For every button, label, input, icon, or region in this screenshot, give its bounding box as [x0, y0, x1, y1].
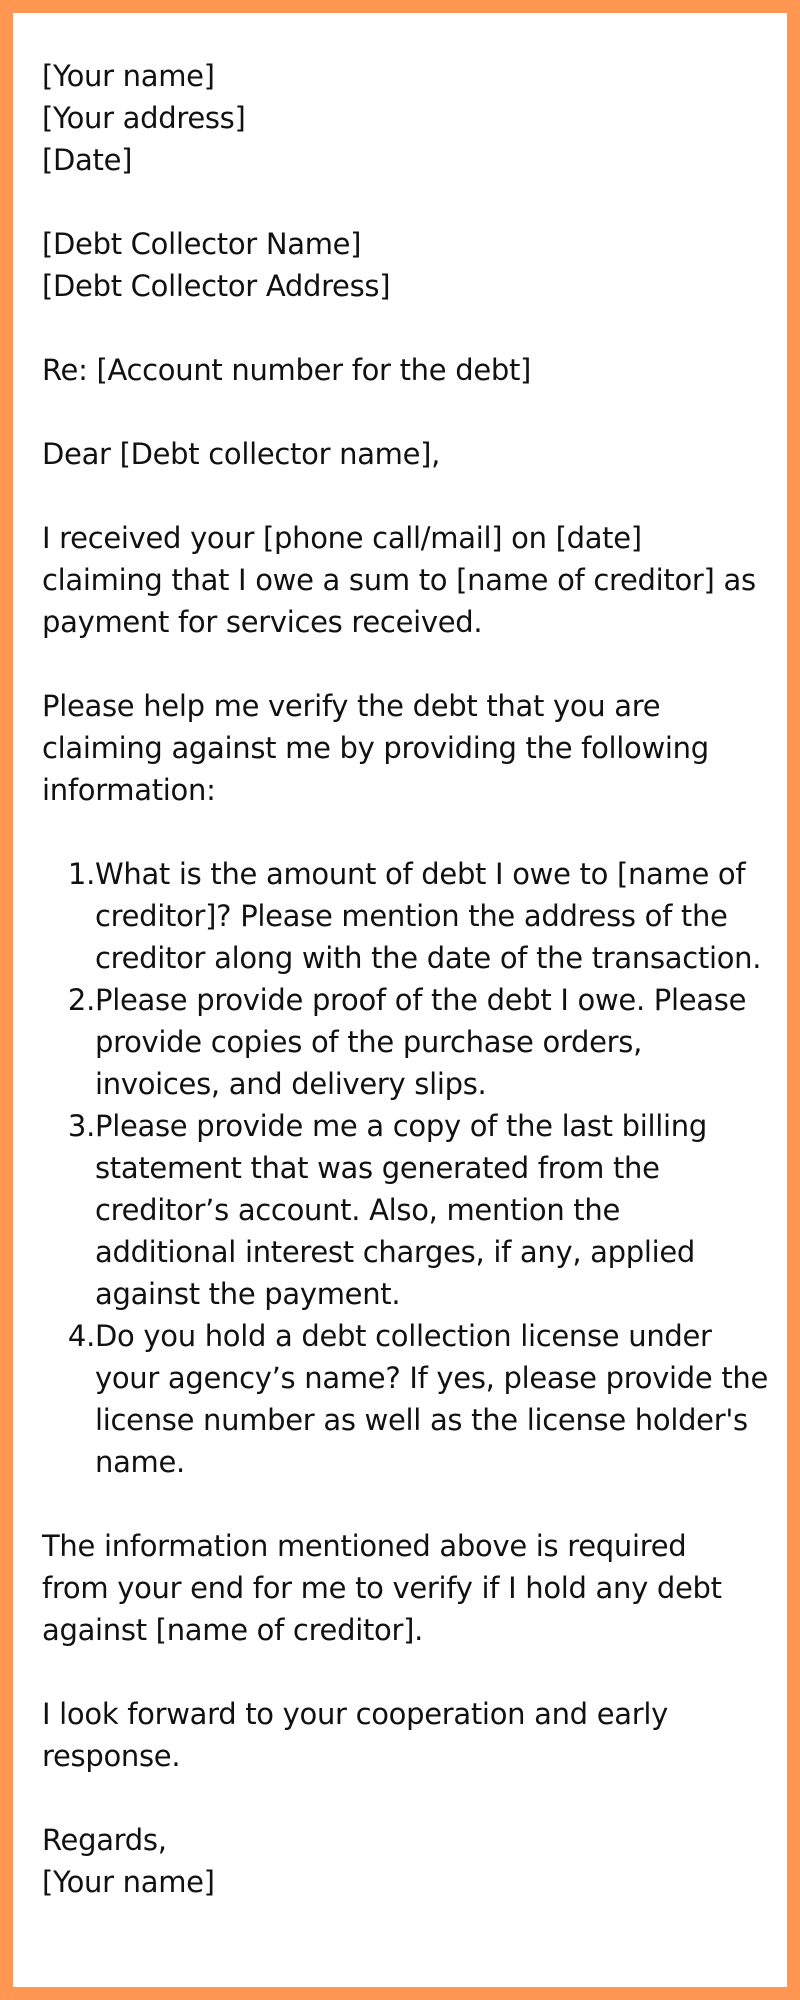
list-item-text [95, 853, 782, 979]
list-item-text [95, 979, 782, 1105]
requests-list [42, 853, 782, 1483]
salutation [42, 433, 782, 475]
intro-line: I received your [phone call/mail] on [date] [42, 521, 642, 555]
list-item-line: additional interest charges, if any, applied [95, 1235, 696, 1269]
list-item-line: creditor’s account. Also, mention the [95, 1193, 621, 1227]
list-item-number: 4. [67, 1319, 95, 1353]
request-line: Please help me verify the debt that you are [42, 689, 661, 723]
list-item-text [95, 1105, 782, 1315]
letter-date: [Date] [42, 143, 133, 177]
list-item-line: license number as well as the license holder's [95, 1403, 748, 1437]
list-item-text [95, 1315, 782, 1483]
salutation-text: Dear [Debt collector name], [42, 437, 441, 471]
list-item-line: Please provide proof of the debt I owe. Please [95, 983, 747, 1017]
closing-line: I look forward to your cooperation and early [42, 1697, 668, 1731]
list-item-number: 3. [67, 1109, 95, 1143]
list-item-line: invoices, and delivery slips. [95, 1067, 487, 1101]
note-line: from your end for me to verify if I hold any debt [42, 1571, 722, 1605]
note-line: against [name of creditor]. [42, 1613, 424, 1647]
list-item-line: creditor along with the date of the transaction. [95, 941, 762, 975]
subject-text: Re: [Account number for the debt] [42, 353, 532, 387]
list-item [42, 853, 782, 979]
list-item-line: statement that was generated from the [95, 1151, 660, 1185]
list-item-line: name. [95, 1445, 185, 1479]
request-line: claiming against me by providing the following [42, 731, 709, 765]
request-line: information: [42, 773, 216, 807]
signoff-block [42, 1819, 782, 1903]
intro-line: payment for services received. [42, 605, 483, 639]
list-item-line: creditor]? Please mention the address of the [95, 899, 728, 933]
recipient-address: [Debt Collector Address] [42, 269, 391, 303]
list-item [42, 1105, 782, 1315]
list-item-line: your agency’s name? If yes, please provide the [95, 1361, 769, 1395]
list-item [42, 1315, 782, 1483]
sender-name: [Your name] [42, 59, 215, 93]
intro-line: claiming that I owe a sum to [name of creditor] as [42, 563, 756, 597]
letter-body [42, 55, 782, 1945]
intro-paragraph [42, 517, 782, 643]
list-item-number: 1. [67, 857, 95, 891]
sender-address: [Your address] [42, 101, 246, 135]
list-item-line: against the payment. [95, 1277, 401, 1311]
closing-paragraph [42, 1693, 782, 1777]
note-line: The information mentioned above is required [42, 1529, 687, 1563]
request-paragraph [42, 685, 782, 811]
signoff-regards: Regards, [42, 1823, 167, 1857]
list-item-line: What is the amount of debt I owe to [name of [95, 857, 746, 891]
recipient-block [42, 223, 782, 307]
list-item-line: provide copies of the purchase orders, [95, 1025, 643, 1059]
recipient-name: [Debt Collector Name] [42, 227, 362, 261]
list-item-line: Please provide me a copy of the last billing [95, 1109, 707, 1143]
list-item-line: Do you hold a debt collection license under [95, 1319, 712, 1353]
subject-line [42, 349, 782, 391]
note-paragraph [42, 1525, 782, 1651]
list-item [42, 979, 782, 1105]
signoff-name: [Your name] [42, 1865, 215, 1899]
closing-line: response. [42, 1739, 181, 1773]
sender-block [42, 55, 782, 181]
list-item-number: 2. [67, 983, 95, 1017]
